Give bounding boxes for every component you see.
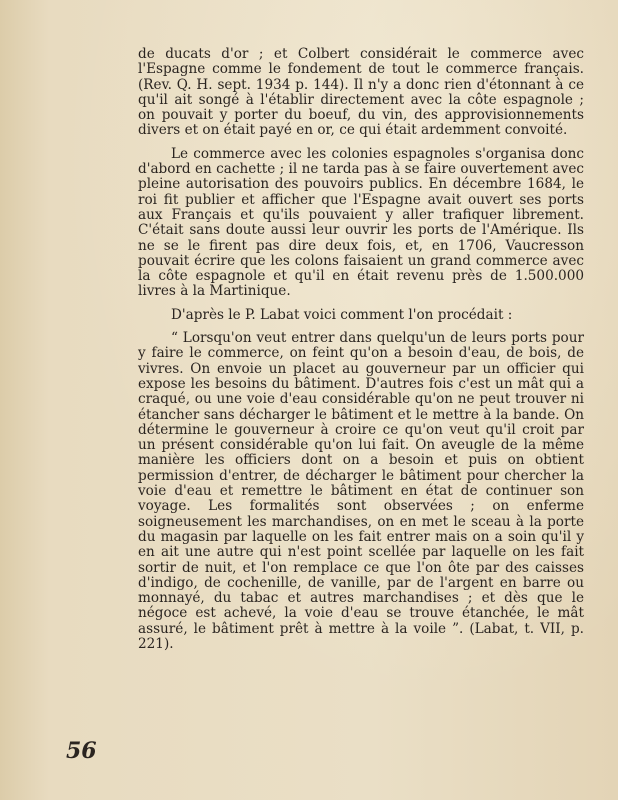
body-text [138,47,584,652]
paragraph-3: D'après le P. Labat voici comment l'on procédait : [171,306,513,323]
paragraph-1: de ducats d'or ; et Colbert considérait le commerce avec l'Espagne comme le fondement de tout le commerce français. (Rev. Q. H. sept. 1934 p. 144). Il n'y a donc rien d'étonnant à ce qu'il ait songé à l'établir directement avec la côte espagnole ; on pouvait y porter du boeuf, du vin, des approvisionnements divers et on était payé en or, ce qui était ardemment convoité. [138,46,584,139]
page-number: 56 [66,738,97,764]
paragraph-2: Le commerce avec les colonies espagnoles s'organisa donc d'abord en cachette ; il ne tarda pas à se faire ouvertement avec pleine autorisation des pouvoirs publics. En décembre 1684, le roi fit publier et afficher que l'Espagne avait ouvert ses ports aux Français et qu'ils pouvaient y aller trafiquer librement. C'était sans doute aussi leur ouvrir les ports de l'Amérique. Ils ne se le firent pas dire deux fois, et, en 1706, Vaucresson pouvait écrire que les colons faisaient un grand commerce avec la côte espagnole et qu'il en était revenu près de 1.500.000 livres à la Martinique. [138,145,584,300]
quote-paragraph: “ Lorsqu'on veut entrer dans quelqu'un de leurs ports pour y faire le commerce, on feint qu'on a besoin d'eau, de bois, de vivres. On envoie un placet au gouverneur par un officier qui expose les besoins du bâtiment. D'autres fois c'est un mât qui a craqué, ou une voie d'eau considérable qu'on ne peut trouver ni étancher sans décharger le bâtiment et le mettre à la bande. On détermine le gouverneur à croire ce qu'on veut qu'il croit par un présent considérable qu'on lui fait. On aveugle de la même manière les officiers dont on a besoin et puis on obtient permission d'entrer, de décharger le bâtiment pour chercher la voie d'eau et remettre le bâtiment en état de continuer son voyage. Les formalités sont observées ; on enferme soigneusement les marchandises, on en met le sceau à la porte du magasin par laquelle on les fait entrer mais on a soin qu'il y en ait une autre qui n'est point scellée par laquelle on les fait sortir de nuit, et l'on remplace ce que l'on ôte par des caisses d'indigo, de cochenille, de vanille, par de l'argent en barre ou monnayé, du tabac et autres marchandises ; et dès que le négoce est achevé, la voie d'eau se trouve étanchée, le mât assuré, le bâtiment prêt à mettre à la voile ”. (Labat, t. VII, p. 221). [138,330,584,652]
